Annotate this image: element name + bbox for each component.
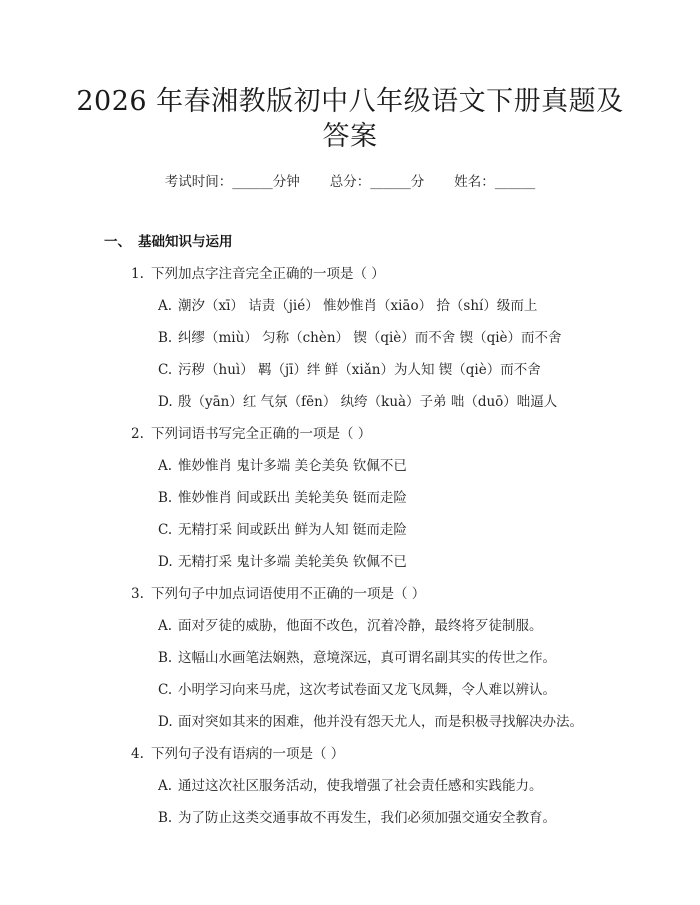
question-3-option-d	[158, 710, 583, 730]
option-letter: B.	[158, 330, 173, 346]
option-text: 惟妙惟肖 间或跃出 美轮美奂 铤而走险	[178, 490, 407, 506]
question-number: 2.	[131, 426, 144, 442]
question-1-option-d	[158, 390, 557, 410]
option-letter: C.	[158, 682, 173, 698]
option-text: 殷（yān）红 气氛（fēn） 纨绔（kuà）子弟 咄（duō）咄逼人	[178, 394, 558, 410]
question-1-option-b	[158, 326, 562, 346]
option-text: 污秽（huì） 羁（jī）绊 鲜（xiǎn）为人知 锲（qiè）而不舍	[178, 362, 541, 378]
question-3-option-b	[158, 646, 556, 666]
option-letter: A.	[158, 458, 173, 474]
question-number: 1.	[131, 266, 144, 282]
option-text: 惟妙惟肖 鬼计多端 美仑美奂 钦佩不已	[178, 458, 407, 474]
option-letter: A.	[158, 778, 173, 794]
option-letter: A.	[158, 618, 173, 634]
page-title-line2: 答案	[322, 121, 378, 152]
question-4-option-b	[158, 806, 556, 826]
option-text: 为了防止这类交通事故不再发生，我们必须加强交通安全教育。	[178, 810, 556, 826]
option-letter: D.	[158, 714, 173, 730]
option-text: 这幅山水画笔法娴熟，意境深远，真可谓名副其实的传世之作。	[178, 650, 556, 666]
page-title-line1: 2026 年春湘教版初中八年级语文下册真题及	[76, 86, 624, 117]
section-number: 一、	[104, 234, 131, 250]
question-2-option-a	[158, 454, 407, 474]
question-2-option-b	[158, 486, 407, 506]
question-2	[131, 422, 371, 442]
option-text: 纠缪（miù） 匀称（chèn） 锲（qiè）而不舍 锲（qiè）而不舍	[178, 330, 562, 346]
option-letter: C.	[158, 522, 173, 538]
question-number: 3.	[131, 586, 144, 602]
option-letter: B.	[158, 810, 173, 826]
question-1-option-a	[158, 294, 537, 314]
question-3-option-a	[158, 614, 543, 634]
option-text: 小明学习向来马虎，这次考试卷面又龙飞凤舞，令人难以辨认。	[178, 682, 556, 698]
section-heading	[104, 230, 233, 250]
exam-score-field: 总分：______分	[329, 174, 425, 190]
exam-name-field: 姓名：______	[454, 174, 536, 190]
option-letter: D.	[158, 554, 173, 570]
option-letter: D.	[158, 394, 173, 410]
question-3-option-c	[158, 678, 556, 698]
exam-time-field: 考试时间：______分钟	[164, 174, 300, 190]
section-title: 基础知识与运用	[138, 234, 233, 250]
question-2-option-d	[158, 550, 407, 570]
option-letter: B.	[158, 650, 173, 666]
option-text: 潮汐（xī） 诘责（jié） 惟妙惟肖（xiāo） 拾（shí）级而上	[178, 298, 538, 314]
question-text: 下列加点字注音完全正确的一项是（ ）	[151, 266, 385, 282]
question-1-option-c	[158, 358, 541, 378]
question-1	[131, 262, 385, 282]
question-4-option-a	[158, 774, 543, 794]
option-text: 面对歹徒的威胁，他面不改色，沉着冷静，最终将歹徒制服。	[178, 618, 543, 634]
question-2-option-c	[158, 518, 407, 538]
exam-meta	[0, 170, 700, 190]
option-letter: B.	[158, 490, 173, 506]
option-letter: A.	[158, 298, 173, 314]
option-text: 面对突如其来的困难，他并没有怨天尤人，而是积极寻找解决办法。	[178, 714, 583, 730]
question-3	[131, 582, 425, 602]
question-number: 4.	[131, 746, 144, 762]
question-text: 下列句子中加点词语使用不正确的一项是（ ）	[151, 586, 426, 602]
option-text: 通过这次社区服务活动，使我增强了社会责任感和实践能力。	[178, 778, 543, 794]
option-text: 无精打采 间或跃出 鲜为人知 铤而走险	[178, 522, 407, 538]
option-text: 无精打采 鬼计多端 美轮美奂 钦佩不已	[178, 554, 407, 570]
question-text: 下列句子没有语病的一项是（ ）	[151, 746, 345, 762]
question-4	[131, 742, 344, 762]
question-text: 下列词语书写完全正确的一项是（ ）	[151, 426, 372, 442]
option-letter: C.	[158, 362, 173, 378]
